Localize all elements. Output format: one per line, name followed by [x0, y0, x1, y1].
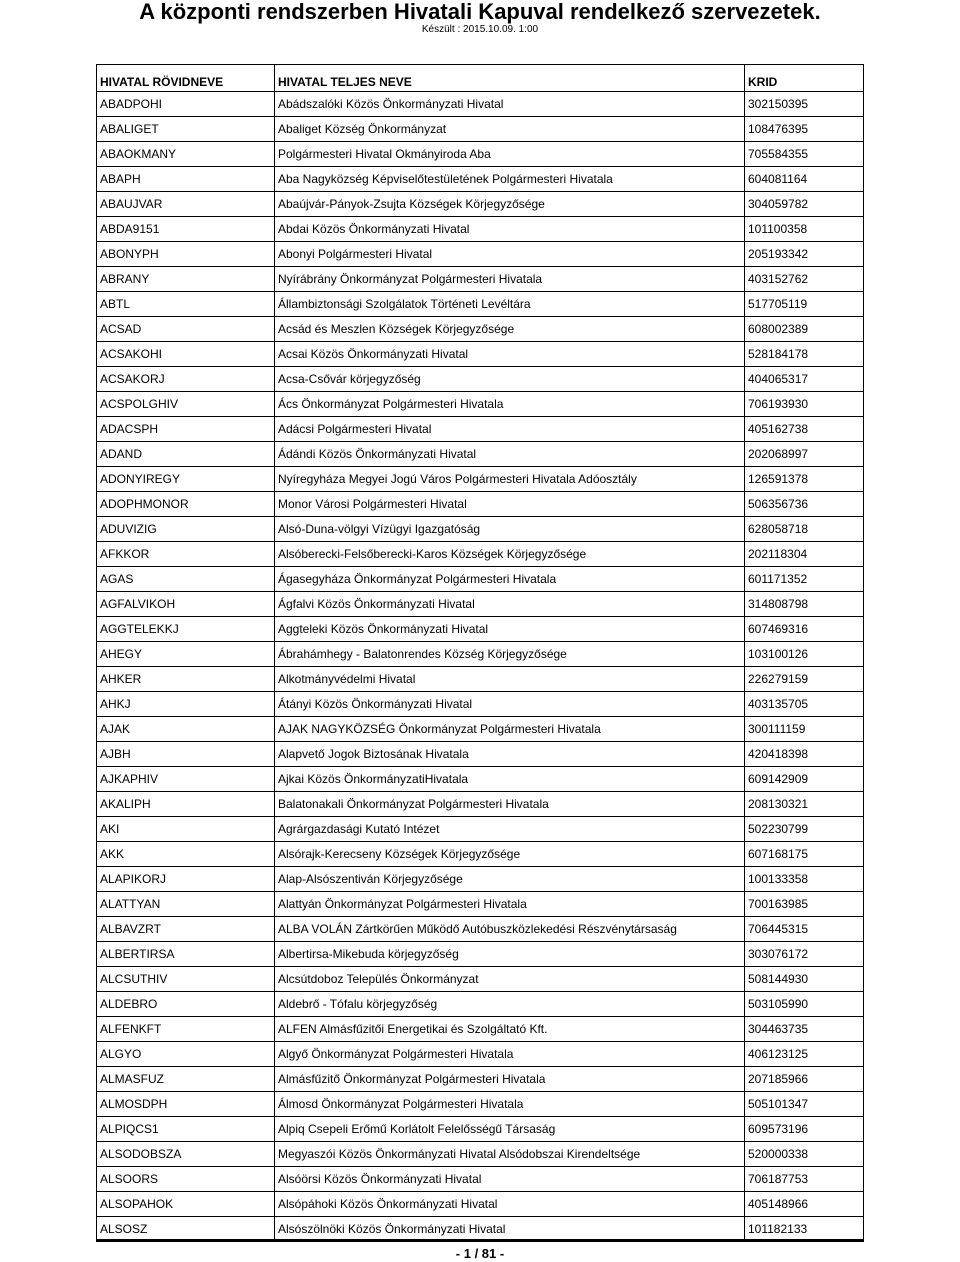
cell-full-name: Alsószölnöki Közös Önkormányzati Hivatal [275, 1217, 745, 1242]
cell-short-name: ALATTYAN [97, 892, 275, 917]
table-row [97, 1217, 864, 1242]
cell-krid: 300111159 [745, 717, 864, 742]
cell-short-name: ABAOKMANY [97, 142, 275, 167]
cell-short-name: ALAPIKORJ [97, 867, 275, 892]
table-row [97, 1042, 864, 1067]
table-row [97, 942, 864, 967]
cell-krid: 601171352 [745, 567, 864, 592]
table-row [97, 1017, 864, 1042]
column-header-full-name: HIVATAL TELJES NEVE [275, 65, 745, 92]
cell-krid: 706445315 [745, 917, 864, 942]
table-row [97, 642, 864, 667]
cell-krid: 502230799 [745, 817, 864, 842]
cell-krid: 520000338 [745, 1142, 864, 1167]
cell-krid: 700163985 [745, 892, 864, 917]
cell-krid: 503105990 [745, 992, 864, 1017]
cell-short-name: ACSPOLGHIV [97, 392, 275, 417]
cell-full-name: Ágasegyháza Önkormányzat Polgármesteri Hivatala [275, 567, 745, 592]
cell-short-name: ABDA9151 [97, 217, 275, 242]
cell-full-name: Alsóörsi Közös Önkormányzati Hivatal [275, 1167, 745, 1192]
cell-short-name: ALBAVZRT [97, 917, 275, 942]
cell-krid: 304059782 [745, 192, 864, 217]
cell-full-name: Abdai Közös Önkormányzati Hivatal [275, 217, 745, 242]
cell-full-name: Ádándi Közös Önkormányzati Hivatal [275, 442, 745, 467]
table-row [97, 567, 864, 592]
cell-krid: 207185966 [745, 1067, 864, 1092]
table-row [97, 1067, 864, 1092]
table-row [97, 1092, 864, 1117]
cell-full-name: Alap-Alsószentiván Körjegyzősége [275, 867, 745, 892]
cell-full-name: Megyaszói Közös Önkormányzati Hivatal Alsódobszai Kirendeltsége [275, 1142, 745, 1167]
footer-divider [96, 1239, 863, 1241]
cell-short-name: ABRANY [97, 267, 275, 292]
table-row [97, 117, 864, 142]
page-number: - 1 / 81 - [455, 1246, 505, 1261]
cell-krid: 100133358 [745, 867, 864, 892]
cell-short-name: ABADPOHI [97, 92, 275, 117]
cell-full-name: Alsóberecki-Felsőberecki-Karos Községek Körjegyzősége [275, 542, 745, 567]
cell-short-name: ACSAKOHI [97, 342, 275, 367]
cell-short-name: AJKAPHIV [97, 767, 275, 792]
table-header-row [97, 65, 864, 92]
cell-full-name: Álmosd Önkormányzat Polgármesteri Hivatala [275, 1092, 745, 1117]
table-row [97, 1167, 864, 1192]
table-row [97, 667, 864, 692]
table-row [97, 842, 864, 867]
cell-short-name: ADAND [97, 442, 275, 467]
cell-krid: 607469316 [745, 617, 864, 642]
cell-full-name: Átányi Közös Önkormányzati Hivatal [275, 692, 745, 717]
table-row [97, 442, 864, 467]
cell-short-name: ALMASFUZ [97, 1067, 275, 1092]
cell-full-name: Alpiq Csepeli Erőmű Korlátolt Felelősségű Társaság [275, 1117, 745, 1142]
cell-full-name: Abaújvár-Pányok-Zsujta Községek Körjegyzősége [275, 192, 745, 217]
cell-full-name: Adácsi Polgármesteri Hivatal [275, 417, 745, 442]
cell-krid: 404065317 [745, 367, 864, 392]
table-row [97, 242, 864, 267]
cell-short-name: AKK [97, 842, 275, 867]
table-row [97, 1192, 864, 1217]
cell-short-name: ALBERTIRSA [97, 942, 275, 967]
table-row [97, 742, 864, 767]
cell-short-name: AHKJ [97, 692, 275, 717]
cell-short-name: AKALIPH [97, 792, 275, 817]
cell-krid: 405162738 [745, 417, 864, 442]
cell-full-name: Polgármesteri Hivatal Okmányiroda Aba [275, 142, 745, 167]
cell-krid: 126591378 [745, 467, 864, 492]
table-row [97, 592, 864, 617]
table-row [97, 617, 864, 642]
table-row [97, 792, 864, 817]
cell-krid: 205193342 [745, 242, 864, 267]
cell-full-name: Acsai Közös Önkormányzati Hivatal [275, 342, 745, 367]
cell-full-name: ALBA VOLÁN Zártkörűen Működő Autóbuszközlekedési Részvénytársaság [275, 917, 745, 942]
cell-krid: 208130321 [745, 792, 864, 817]
cell-krid: 304463735 [745, 1017, 864, 1042]
cell-full-name: Ács Önkormányzat Polgármesteri Hivatala [275, 392, 745, 417]
table-row [97, 367, 864, 392]
cell-full-name: Alsó-Duna-völgyi Vízügyi Igazgatóság [275, 517, 745, 542]
table-row [97, 1142, 864, 1167]
cell-full-name: Albertirsa-Mikebuda körjegyzőség [275, 942, 745, 967]
table-row [97, 467, 864, 492]
cell-short-name: ABAPH [97, 167, 275, 192]
cell-short-name: AGAS [97, 567, 275, 592]
table-row [97, 192, 864, 217]
cell-short-name: ADOPHMONOR [97, 492, 275, 517]
table-row [97, 542, 864, 567]
cell-short-name: ALSOSZ [97, 1217, 275, 1242]
cell-short-name: AHEGY [97, 642, 275, 667]
cell-full-name: Alattyán Önkormányzat Polgármesteri Hivatala [275, 892, 745, 917]
cell-full-name: Balatonakali Önkormányzat Polgármesteri Hivatala [275, 792, 745, 817]
cell-short-name: ALSOORS [97, 1167, 275, 1192]
cell-full-name: Almásfűzitő Önkormányzat Polgármesteri Hivatala [275, 1067, 745, 1092]
cell-full-name: Ábrahámhegy - Balatonrendes Község Körjegyzősége [275, 642, 745, 667]
cell-full-name: Állambiztonsági Szolgálatok Történeti Levéltára [275, 292, 745, 317]
table-row [97, 392, 864, 417]
table-row [97, 992, 864, 1017]
cell-short-name: ADACSPH [97, 417, 275, 442]
table-row [97, 167, 864, 192]
table-row [97, 317, 864, 342]
cell-full-name: Acsád és Meszlen Községek Körjegyzősége [275, 317, 745, 342]
cell-short-name: AJBH [97, 742, 275, 767]
table-row [97, 267, 864, 292]
cell-krid: 608002389 [745, 317, 864, 342]
table-row [97, 417, 864, 442]
cell-full-name: Alcsútdoboz Település Önkormányzat [275, 967, 745, 992]
cell-short-name: AGGTELEKKJ [97, 617, 275, 642]
cell-krid: 505101347 [745, 1092, 864, 1117]
cell-krid: 609573196 [745, 1117, 864, 1142]
cell-short-name: AFKKOR [97, 542, 275, 567]
table-row [97, 692, 864, 717]
cell-krid: 506356736 [745, 492, 864, 517]
cell-short-name: ADONYIREGY [97, 467, 275, 492]
cell-krid: 628058718 [745, 517, 864, 542]
cell-full-name: Alkotmányvédelmi Hivatal [275, 667, 745, 692]
column-header-krid: KRID [745, 65, 864, 92]
table-row [97, 917, 864, 942]
column-header-short-name: HIVATAL RÖVIDNEVE [97, 65, 275, 92]
cell-krid: 302150395 [745, 92, 864, 117]
cell-full-name: Monor Városi Polgármesteri Hivatal [275, 492, 745, 517]
cell-short-name: ADUVIZIG [97, 517, 275, 542]
table-row [97, 142, 864, 167]
cell-krid: 108476395 [745, 117, 864, 142]
cell-short-name: ALPIQCS1 [97, 1117, 275, 1142]
cell-short-name: AJAK [97, 717, 275, 742]
cell-krid: 528184178 [745, 342, 864, 367]
cell-full-name: Alsópáhoki Közös Önkormányzati Hivatal [275, 1192, 745, 1217]
cell-krid: 403152762 [745, 267, 864, 292]
cell-full-name: Nyíregyháza Megyei Jogú Város Polgármesteri Hivatala Adóosztály [275, 467, 745, 492]
table-row [97, 717, 864, 742]
table-row [97, 892, 864, 917]
cell-short-name: ALMOSDPH [97, 1092, 275, 1117]
cell-short-name: ABONYPH [97, 242, 275, 267]
cell-full-name: Acsa-Csővár körjegyzőség [275, 367, 745, 392]
cell-krid: 706193930 [745, 392, 864, 417]
cell-krid: 405148966 [745, 1192, 864, 1217]
cell-short-name: ALGYO [97, 1042, 275, 1067]
page-title: A központi rendszerben Hivatali Kapuval rendelkező szervezetek. [139, 0, 821, 24]
cell-short-name: ACSAD [97, 317, 275, 342]
cell-short-name: AHKER [97, 667, 275, 692]
cell-short-name: ALSOPAHOK [97, 1192, 275, 1217]
cell-krid: 202118304 [745, 542, 864, 567]
table-row [97, 217, 864, 242]
table-row [97, 1117, 864, 1142]
cell-krid: 406123125 [745, 1042, 864, 1067]
cell-krid: 609142909 [745, 767, 864, 792]
cell-full-name: Ajkai Közös ÖnkormányzatiHivatala [275, 767, 745, 792]
cell-full-name: Aba Nagyközség Képviselőtestületének Polgármesteri Hivatala [275, 167, 745, 192]
table-body [97, 92, 864, 1242]
cell-short-name: ALSODOBSZA [97, 1142, 275, 1167]
cell-krid: 508144930 [745, 967, 864, 992]
cell-short-name: ALDEBRO [97, 992, 275, 1017]
cell-krid: 314808798 [745, 592, 864, 617]
cell-krid: 420418398 [745, 742, 864, 767]
table-row [97, 342, 864, 367]
cell-short-name: ABAUJVAR [97, 192, 275, 217]
table-row [97, 492, 864, 517]
cell-short-name: AGFALVIKOH [97, 592, 275, 617]
cell-krid: 101100358 [745, 217, 864, 242]
table-row [97, 967, 864, 992]
cell-full-name: Agrárgazdasági Kutató Intézet [275, 817, 745, 842]
cell-full-name: Nyírábrány Önkormányzat Polgármesteri Hivatala [275, 267, 745, 292]
cell-short-name: ABTL [97, 292, 275, 317]
created-timestamp: Készült : 2015.10.09. 1:00 [421, 24, 539, 35]
cell-short-name: ACSAKORJ [97, 367, 275, 392]
cell-full-name: Abonyi Polgármesteri Hivatal [275, 242, 745, 267]
cell-krid: 202068997 [745, 442, 864, 467]
cell-krid: 706187753 [745, 1167, 864, 1192]
table-row [97, 292, 864, 317]
cell-full-name: Abádszalóki Közös Önkormányzati Hivatal [275, 92, 745, 117]
cell-krid: 607168175 [745, 842, 864, 867]
cell-short-name: AKI [97, 817, 275, 842]
cell-full-name: Alapvető Jogok Biztosának Hivatala [275, 742, 745, 767]
cell-short-name: ALFENKFT [97, 1017, 275, 1042]
cell-full-name: Alsórajk-Kerecseny Községek Körjegyzősége [275, 842, 745, 867]
cell-full-name: Ágfalvi Közös Önkormányzati Hivatal [275, 592, 745, 617]
cell-full-name: Aldebrő - Tófalu körjegyzőség [275, 992, 745, 1017]
cell-full-name: AJAK NAGYKÖZSÉG Önkormányzat Polgármesteri Hivatala [275, 717, 745, 742]
cell-krid: 226279159 [745, 667, 864, 692]
cell-krid: 604081164 [745, 167, 864, 192]
cell-full-name: Aggteleki Közös Önkormányzati Hivatal [275, 617, 745, 642]
cell-full-name: Algyő Önkormányzat Polgármesteri Hivatala [275, 1042, 745, 1067]
cell-krid: 705584355 [745, 142, 864, 167]
cell-short-name: ABALIGET [97, 117, 275, 142]
table-row [97, 517, 864, 542]
organizations-table [96, 64, 864, 1242]
cell-full-name: Abaliget Község Önkormányzat [275, 117, 745, 142]
cell-short-name: ALCSUTHIV [97, 967, 275, 992]
cell-krid: 403135705 [745, 692, 864, 717]
cell-krid: 303076172 [745, 942, 864, 967]
table-row [97, 817, 864, 842]
cell-full-name: ALFEN Almásfűzitői Energetikai és Szolgáltató Kft. [275, 1017, 745, 1042]
table-row [97, 92, 864, 117]
cell-krid: 103100126 [745, 642, 864, 667]
table-row [97, 767, 864, 792]
table-row [97, 867, 864, 892]
cell-krid: 517705119 [745, 292, 864, 317]
cell-krid: 101182133 [745, 1217, 864, 1242]
